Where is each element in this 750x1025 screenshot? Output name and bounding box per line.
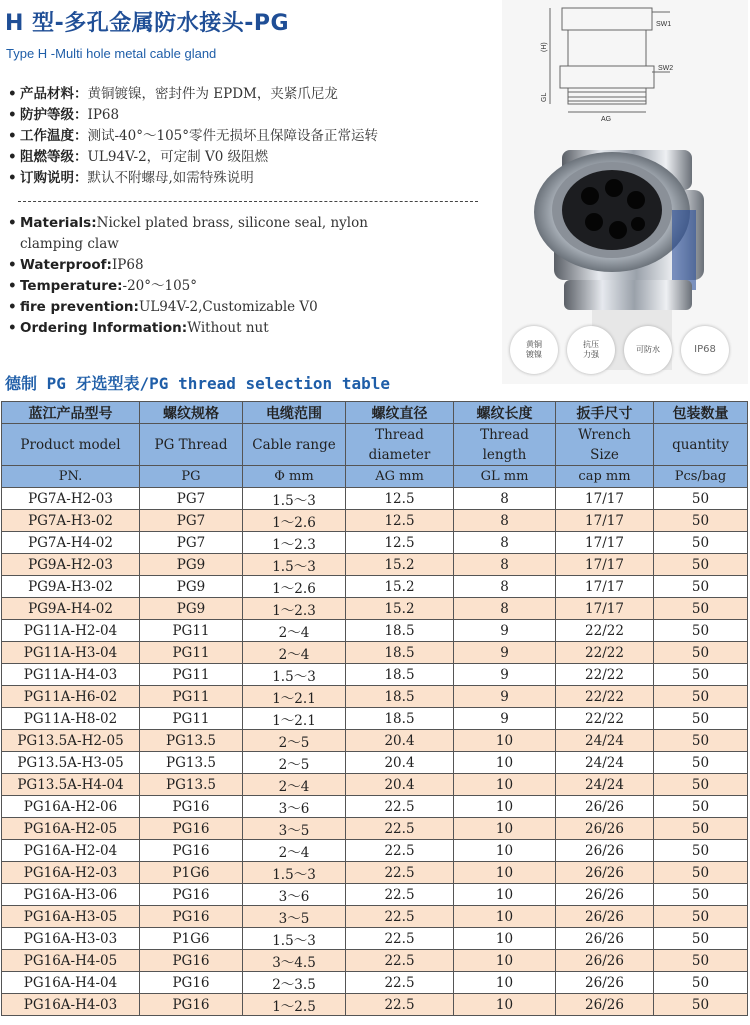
table-row (2, 686, 748, 708)
table-cell: 22/22 (556, 708, 654, 730)
table-cell: PG11A-H8-02 (2, 708, 140, 730)
table-cell: PG16A-H2-04 (2, 840, 140, 862)
table-cell: 10 (454, 774, 556, 796)
sw2-label: SW2 (658, 65, 674, 72)
table-cell: PG16A-H3-06 (2, 884, 140, 906)
table-cell: 50 (654, 598, 748, 620)
table-row (2, 950, 748, 972)
table-cell: PG16A-H3-03 (2, 928, 140, 950)
table-cell: 9 (454, 664, 556, 686)
spec-value: 默认不附螺母,如需特殊说明 (87, 170, 254, 186)
table-cell: 18.5 (346, 664, 454, 686)
table-cell: PG16A-H4-03 (2, 994, 140, 1016)
table-cell: 17/17 (556, 576, 654, 598)
table-cell: 50 (654, 840, 748, 862)
table-cell: 26/26 (556, 862, 654, 884)
table-cell: 1.5～3 (243, 928, 346, 950)
table-cell: PG7 (140, 532, 243, 554)
table-cell: PG11 (140, 708, 243, 730)
table-cell: 22.5 (346, 994, 454, 1016)
table-cell: 8 (454, 554, 556, 576)
table-row (2, 620, 748, 642)
table-cell: 15.2 (346, 554, 454, 576)
product-image-panel (502, 0, 748, 384)
spec-item-en (8, 213, 478, 234)
table-cell: PG16 (140, 994, 243, 1016)
column-header: Φ mm (243, 466, 346, 488)
table-cell: P1G6 (140, 862, 243, 884)
table-cell: 50 (654, 642, 748, 664)
table-cell: 12.5 (346, 532, 454, 554)
table-row (2, 906, 748, 928)
table-row (2, 642, 748, 664)
spec-item-en (8, 276, 478, 297)
header-row-en (2, 424, 748, 466)
table-cell: 50 (654, 664, 748, 686)
page-subtitle: Type H -Multi hole metal cable gland (6, 46, 217, 61)
table-cell: PG16 (140, 906, 243, 928)
table-cell: PG11A-H4-03 (2, 664, 140, 686)
table-cell: PG9 (140, 598, 243, 620)
spec-label: Waterproof: (20, 257, 112, 273)
table-cell: 26/26 (556, 950, 654, 972)
table-row (2, 774, 748, 796)
table-cell: 18.5 (346, 708, 454, 730)
table-cell: 22.5 (346, 906, 454, 928)
table-row (2, 510, 748, 532)
table-cell: 10 (454, 818, 556, 840)
column-header: Cable range (243, 424, 346, 466)
column-header: 扳手尺寸 (556, 402, 654, 424)
spec-value: 测试-40°～105°零件无损坏且保障设备正常运转 (87, 128, 379, 144)
column-header: Product model (2, 424, 140, 466)
gl-label: GL (541, 92, 548, 102)
table-cell: 50 (654, 708, 748, 730)
column-header: PG (140, 466, 243, 488)
table-cell: PG11A-H3-04 (2, 642, 140, 664)
table-cell: PG11 (140, 642, 243, 664)
table-cell: 22/22 (556, 620, 654, 642)
table-cell: PG13.5 (140, 752, 243, 774)
table-cell: PG16 (140, 972, 243, 994)
table-cell: PG16 (140, 840, 243, 862)
table-cell: 22.5 (346, 928, 454, 950)
table-cell: 3～5 (243, 818, 346, 840)
table-cell: PG16 (140, 950, 243, 972)
spec-item-cn (8, 147, 498, 168)
header-row-cn (2, 402, 748, 424)
column-header: Pcs/bag (654, 466, 748, 488)
table-cell: 12.5 (346, 488, 454, 510)
badge-waterproof: 可防水 (624, 326, 672, 374)
table-cell: PG16A-H2-05 (2, 818, 140, 840)
table-cell: PG13.5A-H3-05 (2, 752, 140, 774)
spec-item-en (8, 255, 478, 276)
table-cell: 2～4 (243, 774, 346, 796)
table-cell: 50 (654, 576, 748, 598)
table-cell: 10 (454, 752, 556, 774)
table-row (2, 554, 748, 576)
table-cell: 10 (454, 928, 556, 950)
table-cell: 26/26 (556, 928, 654, 950)
table-cell: 50 (654, 510, 748, 532)
table-cell: 26/26 (556, 840, 654, 862)
table-cell: 3～6 (243, 796, 346, 818)
spec-item-en (8, 297, 478, 318)
table-cell: 17/17 (556, 554, 654, 576)
table-cell: 22.5 (346, 972, 454, 994)
table-cell: 22.5 (346, 796, 454, 818)
table-cell: PG7A-H2-03 (2, 488, 140, 510)
table-cell: PG16A-H3-05 (2, 906, 140, 928)
table-cell: 2～5 (243, 752, 346, 774)
badge-nickel: 黄铜 镀镍 (510, 326, 558, 374)
table-cell: 50 (654, 730, 748, 752)
table-cell: PG7 (140, 510, 243, 532)
table-cell: 50 (654, 928, 748, 950)
spec-label: 订购说明： (20, 170, 88, 186)
table-cell: 10 (454, 840, 556, 862)
table-cell: PG9A-H2-03 (2, 554, 140, 576)
table-cell: 8 (454, 576, 556, 598)
table-cell: 22/22 (556, 642, 654, 664)
column-header: Thread length (454, 424, 556, 466)
table-row (2, 664, 748, 686)
table-cell: PG16A-H2-03 (2, 862, 140, 884)
column-header: GL mm (454, 466, 556, 488)
table-cell: 22/22 (556, 686, 654, 708)
table-cell: PG16A-H4-05 (2, 950, 140, 972)
table-cell: 26/26 (556, 972, 654, 994)
column-header: Thread diameter (346, 424, 454, 466)
table-row (2, 994, 748, 1016)
table-cell: 50 (654, 994, 748, 1016)
bullet-icon: • (8, 278, 17, 294)
spec-value: -20°～105° (122, 278, 198, 294)
table-row (2, 796, 748, 818)
table-row (2, 752, 748, 774)
table-cell: 50 (654, 884, 748, 906)
spec-list-cn (8, 84, 498, 189)
table-cell: 1～2.1 (243, 686, 346, 708)
table-row (2, 730, 748, 752)
column-header: AG mm (346, 466, 454, 488)
badge-pressure: 抗压 力强 (567, 326, 615, 374)
column-header: 螺纹直径 (346, 402, 454, 424)
table-cell: 22.5 (346, 884, 454, 906)
ag-label: AG (601, 116, 612, 123)
spec-value: IP68 (111, 257, 144, 273)
table-cell: 50 (654, 488, 748, 510)
table-cell: P1G6 (140, 928, 243, 950)
table-cell: 15.2 (346, 576, 454, 598)
bullet-icon: • (8, 149, 17, 165)
table-cell: 50 (654, 950, 748, 972)
table-cell: 50 (654, 554, 748, 576)
column-header: 螺纹长度 (454, 402, 556, 424)
table-cell: PG11 (140, 686, 243, 708)
spec-item-cn (8, 84, 498, 105)
table-cell: PG9A-H3-02 (2, 576, 140, 598)
table-cell: PG13.5 (140, 774, 243, 796)
table-cell: 1～2.5 (243, 994, 346, 1016)
spec-item-cn (8, 126, 498, 147)
table-cell: 8 (454, 532, 556, 554)
column-header: Wrench Size (556, 424, 654, 466)
table-cell: 1～2.6 (243, 576, 346, 598)
table-cell: 2～3.5 (243, 972, 346, 994)
spec-label: Materials: (20, 215, 97, 231)
column-header: 包装数量 (654, 402, 748, 424)
table-cell: 2～4 (243, 620, 346, 642)
table-cell: 10 (454, 994, 556, 1016)
spec-item-continuation (8, 234, 478, 255)
spec-label: 阻燃等级： (20, 149, 88, 165)
table-cell: 26/26 (556, 796, 654, 818)
bullet-icon: • (8, 320, 17, 336)
table-cell: 24/24 (556, 752, 654, 774)
table-row (2, 818, 748, 840)
table-cell: PG16A-H2-06 (2, 796, 140, 818)
table-row (2, 972, 748, 994)
table-cell: 1.5～3 (243, 664, 346, 686)
h-label: (H) (541, 42, 548, 52)
table-cell: 10 (454, 862, 556, 884)
spec-value: clamping claw (20, 236, 119, 252)
table-cell: 1～2.6 (243, 510, 346, 532)
table-cell: 17/17 (556, 532, 654, 554)
column-header: PN. (2, 466, 140, 488)
badge-ip68: IP68 (681, 326, 729, 374)
bullet-icon: • (8, 257, 17, 273)
bullet-icon: • (8, 215, 17, 231)
table-cell: 50 (654, 972, 748, 994)
table-cell: PG11A-H6-02 (2, 686, 140, 708)
table-row (2, 488, 748, 510)
table-cell: 50 (654, 796, 748, 818)
table-cell: 17/17 (556, 598, 654, 620)
table-cell: PG11 (140, 664, 243, 686)
table-cell: 8 (454, 510, 556, 532)
spec-value: Nickel plated brass, silicone seal, nylon (96, 215, 368, 231)
table-cell: 22.5 (346, 840, 454, 862)
table-cell: 26/26 (556, 906, 654, 928)
feature-badges (510, 326, 729, 374)
table-cell: 17/17 (556, 510, 654, 532)
spec-label: fire prevention: (20, 299, 139, 315)
table-cell: 15.2 (346, 598, 454, 620)
table-cell: 9 (454, 708, 556, 730)
table-row (2, 576, 748, 598)
table-cell: 9 (454, 620, 556, 642)
table-cell: 50 (654, 686, 748, 708)
table-cell: PG11A-H2-04 (2, 620, 140, 642)
table-cell: 20.4 (346, 730, 454, 752)
bullet-icon: • (8, 299, 17, 315)
selection-table (1, 401, 748, 1016)
table-cell: PG7 (140, 488, 243, 510)
table-cell: 24/24 (556, 730, 654, 752)
spec-value: IP68 (87, 107, 120, 123)
table-cell: PG16A-H4-04 (2, 972, 140, 994)
spec-value: Without nut (187, 320, 269, 336)
table-cell: 10 (454, 906, 556, 928)
table-cell: 50 (654, 818, 748, 840)
table-cell: 26/26 (556, 818, 654, 840)
bullet-icon: • (8, 86, 17, 102)
table-cell: PG9 (140, 576, 243, 598)
table-row (2, 532, 748, 554)
table-row (2, 884, 748, 906)
column-header: PG Thread (140, 424, 243, 466)
table-cell: PG11 (140, 620, 243, 642)
spec-label: Temperature: (20, 278, 123, 294)
table-cell: 22.5 (346, 950, 454, 972)
table-cell: 1～2.1 (243, 708, 346, 730)
table-cell: 12.5 (346, 510, 454, 532)
header-row-units (2, 466, 748, 488)
table-cell: 10 (454, 972, 556, 994)
table-cell: 8 (454, 598, 556, 620)
column-header: 电缆范围 (243, 402, 346, 424)
table-cell: 50 (654, 906, 748, 928)
spec-value: UL94V-2,Customizable V0 (138, 299, 318, 315)
table-cell: 50 (654, 862, 748, 884)
table-cell: PG7A-H4-02 (2, 532, 140, 554)
table-cell: 8 (454, 488, 556, 510)
table-cell: 50 (654, 752, 748, 774)
table-cell: PG9 (140, 554, 243, 576)
table-cell: PG13.5A-H4-04 (2, 774, 140, 796)
table-cell: 1～2.3 (243, 598, 346, 620)
bullet-icon: • (8, 107, 17, 123)
table-cell: PG9A-H4-02 (2, 598, 140, 620)
spec-label: Ordering Information: (20, 320, 188, 336)
spec-item-cn (8, 168, 498, 189)
column-header: quantity (654, 424, 748, 466)
table-cell: PG16 (140, 796, 243, 818)
divider (18, 201, 478, 202)
table-cell: 50 (654, 774, 748, 796)
table-title: 德制 PG 牙选型表/PG thread selection table (5, 374, 390, 393)
table-row (2, 598, 748, 620)
table-cell: 20.4 (346, 752, 454, 774)
table-row (2, 928, 748, 950)
table-cell: 1.5～3 (243, 554, 346, 576)
spec-label: 防护等级： (20, 107, 88, 123)
table-cell: PG16 (140, 818, 243, 840)
spec-item-en (8, 318, 478, 339)
table-row (2, 840, 748, 862)
table-cell: PG16 (140, 884, 243, 906)
spec-label: 产品材料： (20, 86, 88, 102)
table-cell: 3～6 (243, 884, 346, 906)
table-cell: 24/24 (556, 774, 654, 796)
column-header: 蓝江产品型号 (2, 402, 140, 424)
table-cell: 1.5～3 (243, 862, 346, 884)
bullet-icon: • (8, 128, 17, 144)
table-cell: 10 (454, 884, 556, 906)
table-cell: 18.5 (346, 686, 454, 708)
table-cell: 1～2.3 (243, 532, 346, 554)
spec-value: 黄铜镀镍，密封件为 EPDM，夹紧爪尼龙 (87, 86, 338, 102)
spec-list-en (8, 213, 478, 339)
table-cell: 10 (454, 796, 556, 818)
table-cell: 18.5 (346, 620, 454, 642)
spec-item-cn (8, 105, 498, 126)
table-cell: 9 (454, 686, 556, 708)
table-cell: 3～4.5 (243, 950, 346, 972)
table-cell: 10 (454, 730, 556, 752)
table-cell: 3～5 (243, 906, 346, 928)
sw1-label: SW1 (656, 21, 672, 28)
table-cell: 22.5 (346, 862, 454, 884)
table-cell: 22/22 (556, 664, 654, 686)
spec-value: UL94V-2，可定制 V0 级阻燃 (87, 149, 269, 165)
table-row (2, 708, 748, 730)
bullet-icon: • (8, 170, 17, 186)
table-cell: 50 (654, 532, 748, 554)
table-cell: 18.5 (346, 642, 454, 664)
table-cell: 1.5～3 (243, 488, 346, 510)
table-cell: 2～4 (243, 840, 346, 862)
page-title: H 型-多孔金属防水接头-PG (5, 11, 290, 36)
table-cell: 9 (454, 642, 556, 664)
table-cell: 20.4 (346, 774, 454, 796)
table-cell: 26/26 (556, 884, 654, 906)
column-header: cap mm (556, 466, 654, 488)
table-cell: PG13.5A-H2-05 (2, 730, 140, 752)
table-cell: 26/26 (556, 994, 654, 1016)
table-cell: 17/17 (556, 488, 654, 510)
spec-label: 工作温度： (20, 128, 88, 144)
table-row (2, 862, 748, 884)
table-cell: 50 (654, 620, 748, 642)
table-cell: 2～5 (243, 730, 346, 752)
table-cell: 2～4 (243, 642, 346, 664)
table-cell: 10 (454, 950, 556, 972)
table-cell: PG7A-H3-02 (2, 510, 140, 532)
column-header: 螺纹规格 (140, 402, 243, 424)
table-cell: PG13.5 (140, 730, 243, 752)
table-cell: 22.5 (346, 818, 454, 840)
